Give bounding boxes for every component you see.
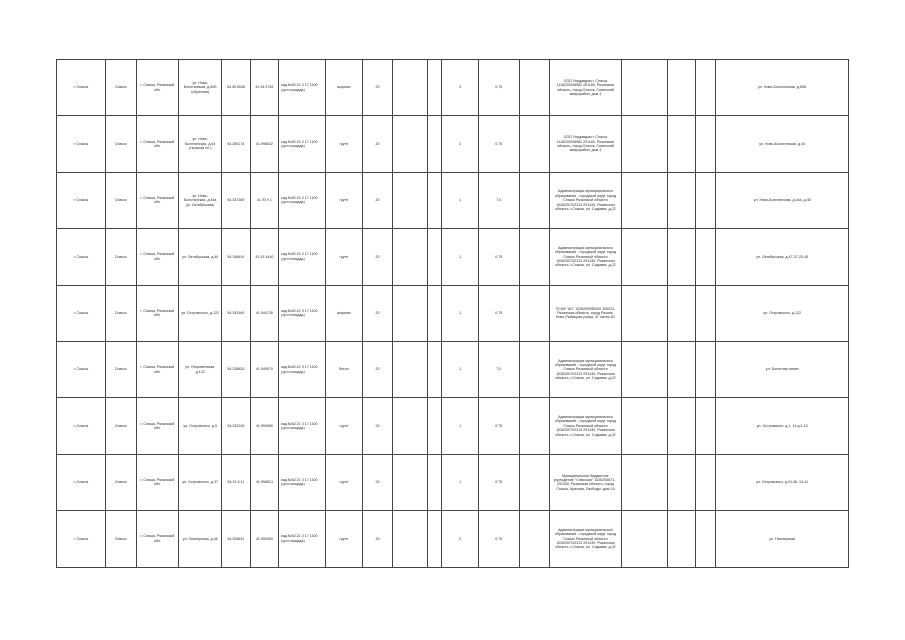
table-row bbox=[57, 511, 849, 567]
cell-empty bbox=[393, 172, 428, 228]
cell-city: г. Спасск bbox=[57, 398, 106, 454]
cell-city: г. Спасск bbox=[57, 172, 106, 228]
cell-container-count: 1 bbox=[442, 454, 479, 510]
table-row bbox=[57, 229, 849, 285]
cell-owner: ООО Упрдавдом г. Спасск 1116220008982 291160, Рязанская область, город Спасск, Советский микрорайон, дом 3 bbox=[550, 116, 621, 172]
cell-empty bbox=[519, 454, 550, 510]
cell-address-area: г. Спасск, Рязанской обл. bbox=[136, 398, 179, 454]
cell-settlement: Спасск bbox=[105, 229, 136, 285]
cell-waste-source: ул. Ново-Болотинская, д.44а, д.45 bbox=[716, 172, 849, 228]
cell-empty bbox=[519, 60, 550, 116]
cell-empty bbox=[427, 172, 441, 228]
cell-container-count: 1 bbox=[442, 229, 479, 285]
cell-empty bbox=[695, 454, 715, 510]
cell-area: 20 bbox=[362, 285, 393, 341]
cell-city: г. Спасск bbox=[57, 511, 106, 567]
cell-surface: грунт bbox=[326, 229, 363, 285]
cell-empty bbox=[668, 511, 696, 567]
table-row bbox=[57, 285, 849, 341]
container-sites-table bbox=[56, 59, 849, 568]
cell-empty bbox=[393, 454, 428, 510]
cell-area: 20 bbox=[362, 341, 393, 397]
cell-empty bbox=[668, 285, 696, 341]
cell-empty bbox=[668, 454, 696, 510]
cell-street: ул. Пионерская, д.48 bbox=[179, 511, 222, 567]
cell-waste-source: ул. Островского, д.1, 14 д.3-15 bbox=[716, 398, 849, 454]
cell-empty bbox=[393, 60, 428, 116]
cell-longitude: 41.998542 bbox=[250, 116, 279, 172]
cell-empty bbox=[695, 285, 715, 341]
cell-street: ул. Ново-Болотинская, д.60Б (обратная) bbox=[179, 60, 222, 116]
cell-empty bbox=[393, 341, 428, 397]
cell-volume: 0,75 bbox=[478, 398, 519, 454]
cell-cadastral: кад.№62:21 0 17 1100 (орт.площадь) bbox=[279, 285, 326, 341]
cell-longitude: 41.93 4440 bbox=[250, 229, 279, 285]
table-row bbox=[57, 398, 849, 454]
cell-settlement: Спасск bbox=[105, 511, 136, 567]
cell-address-area: г. Спасск, Рязанской обл. bbox=[136, 229, 179, 285]
cell-cadastral: кад.№62:21 0 17 1100 (орт.площадь) bbox=[279, 172, 326, 228]
cell-area: 20 bbox=[362, 229, 393, 285]
cell-volume: 0,75 bbox=[478, 60, 519, 116]
cell-settlement: Спасск bbox=[105, 172, 136, 228]
cell-empty bbox=[668, 229, 696, 285]
cell-cadastral: кад.№62:21 0 17 1100 (орт.площадь) bbox=[279, 454, 326, 510]
cell-empty bbox=[519, 172, 550, 228]
cell-latitude: 54.338820 bbox=[222, 341, 251, 397]
cell-empty bbox=[519, 116, 550, 172]
cell-empty bbox=[695, 229, 715, 285]
cell-empty bbox=[621, 172, 668, 228]
cell-address-area: г. Спасск, Рязанской обл. bbox=[136, 454, 179, 510]
cell-city: г. Спасск bbox=[57, 341, 106, 397]
cell-surface: грунт bbox=[326, 511, 363, 567]
cell-empty bbox=[393, 229, 428, 285]
cell-longitude: 41.949970 bbox=[250, 341, 279, 397]
cell-longitude: 41.944730 bbox=[250, 285, 279, 341]
cell-empty bbox=[621, 454, 668, 510]
cell-empty bbox=[621, 116, 668, 172]
cell-settlement: Спасск bbox=[105, 285, 136, 341]
cell-longitude: 41.950360 bbox=[250, 511, 279, 567]
cell-address-area: г. Спасск, Рязанской обл. bbox=[136, 172, 179, 228]
cell-empty bbox=[393, 116, 428, 172]
cell-owner: Администрация муниципального образования - городской округ город Спасск Рязанской области 1026200702313 291430, Рязанская область, г.Спасск, ул. Садовая, д.22 bbox=[550, 398, 621, 454]
cell-settlement: Спасск bbox=[105, 341, 136, 397]
table-row bbox=[57, 116, 849, 172]
cell-empty bbox=[519, 398, 550, 454]
cell-empty bbox=[427, 60, 441, 116]
cell-latitude: 54.355174 bbox=[222, 116, 251, 172]
cell-cadastral: кад.№62:21 0 17 1100 (орт.площадь) bbox=[279, 341, 326, 397]
cell-street: ул. Островского, д.122 bbox=[179, 285, 222, 341]
cell-empty bbox=[668, 341, 696, 397]
cell-owner: ПСКФ "АО" 1026200955290 390023, Рязанская область, город Рязань, Ново-Рыбацкая улица, 47 литер А1 bbox=[550, 285, 621, 341]
cell-empty bbox=[519, 229, 550, 285]
cell-area: 20 bbox=[362, 172, 393, 228]
cell-volume: 0,75 bbox=[478, 116, 519, 172]
cell-volume: 0,75 bbox=[478, 229, 519, 285]
table-row bbox=[57, 60, 849, 116]
cell-owner: ООО Упрдавдом г. Спасск 1116220008982 291160, Рязанская область, город Спасск, Советский микрорайон, дом 3 bbox=[550, 60, 621, 116]
cell-empty bbox=[393, 398, 428, 454]
cell-volume: 0,75 bbox=[478, 454, 519, 510]
cell-empty bbox=[427, 511, 441, 567]
cell-container-count: 1 bbox=[442, 341, 479, 397]
cell-street: ул. Ново-Болотинская, д.44а (уг. Октябрьская) bbox=[179, 172, 222, 228]
cell-longitude: 41.950980 bbox=[250, 398, 279, 454]
cell-empty bbox=[427, 398, 441, 454]
cell-empty bbox=[621, 229, 668, 285]
cell-area: 20 bbox=[362, 511, 393, 567]
cell-empty bbox=[427, 116, 441, 172]
cell-latitude: 54.333245 bbox=[222, 398, 251, 454]
cell-empty bbox=[427, 341, 441, 397]
cell-address-area: г. Спасск, Рязанской обл. bbox=[136, 341, 179, 397]
cell-empty bbox=[695, 511, 715, 567]
cell-waste-source: ул. Ново-Болотинская, д.60Б bbox=[716, 60, 849, 116]
cell-surface: грунт bbox=[326, 398, 363, 454]
cell-latitude: 54.326631 bbox=[222, 511, 251, 567]
cell-container-count: 2 bbox=[442, 511, 479, 567]
cell-empty bbox=[519, 285, 550, 341]
cell-city: г. Спасск bbox=[57, 60, 106, 116]
cell-longitude: 41.958613 bbox=[250, 454, 279, 510]
cell-empty bbox=[695, 116, 715, 172]
cell-volume: 0,75 bbox=[478, 511, 519, 567]
cell-empty bbox=[668, 60, 696, 116]
cell-street: ул. Октябрьская, д.40 bbox=[179, 229, 222, 285]
cell-settlement: Спасск bbox=[105, 60, 136, 116]
cell-container-count: 1 bbox=[442, 172, 479, 228]
cell-cadastral: кад.№62:21 0 17 1100 (орт.площадь) bbox=[279, 398, 326, 454]
cell-empty bbox=[621, 511, 668, 567]
cell-settlement: Спасск bbox=[105, 398, 136, 454]
cell-owner: Муниципальное бюджетное учреждение "Спасская" 1026200871... 291430, Рязанская область, город Спасск, Красная, Свободы, дом 19 bbox=[550, 454, 621, 510]
cell-empty bbox=[519, 341, 550, 397]
table-row bbox=[57, 341, 849, 397]
cell-empty bbox=[519, 511, 550, 567]
cell-owner: Администрация муниципального образования - городской округ город Спасск Рязанской области 1026200702313 291430, Рязанская область, г.Спасск, ул. Садовая, д.22 bbox=[550, 511, 621, 567]
cell-area: 20 bbox=[362, 398, 393, 454]
cell-area: 20 bbox=[362, 60, 393, 116]
cell-container-count: 2 bbox=[442, 116, 479, 172]
cell-city: г. Спасск bbox=[57, 229, 106, 285]
cell-surface: бетон bbox=[326, 341, 363, 397]
cell-waste-source: ул. Островского, д.122 bbox=[716, 285, 849, 341]
cell-container-count: 1 bbox=[442, 398, 479, 454]
cell-surface: асфальт bbox=[326, 285, 363, 341]
cell-latitude: 54.31 6 11 bbox=[222, 454, 251, 510]
cell-owner: Администрация муниципального образования - городской округ город Спасск Рязанской области 1026200702313 291430, Рязанская область, г.Спасск, ул. Садовая, д.22 bbox=[550, 229, 621, 285]
cell-empty bbox=[695, 341, 715, 397]
cell-longitude: 41.93 9 1 bbox=[250, 172, 279, 228]
table-row bbox=[57, 172, 849, 228]
cell-empty bbox=[695, 60, 715, 116]
cell-empty bbox=[393, 511, 428, 567]
cell-empty bbox=[695, 398, 715, 454]
cell-waste-source: ул. Болотная линия bbox=[716, 341, 849, 397]
cell-container-count: 1 bbox=[442, 285, 479, 341]
cell-address-area: г. Спасск, Рязанской обл. bbox=[136, 511, 179, 567]
cell-empty bbox=[668, 398, 696, 454]
cell-waste-source: ул. Ново-Болотинская, д.44 bbox=[716, 116, 849, 172]
cell-street: ул. Откровенская, д.122 bbox=[179, 341, 222, 397]
cell-address-area: г. Спасск, Рязанской обл. bbox=[136, 60, 179, 116]
cell-empty bbox=[427, 285, 441, 341]
cell-city: г. Спасск bbox=[57, 116, 106, 172]
cell-latitude: 54.348619 bbox=[222, 229, 251, 285]
cell-latitude: 54.347269 bbox=[222, 172, 251, 228]
cell-area: 20 bbox=[362, 454, 393, 510]
cell-area: 20 bbox=[362, 116, 393, 172]
cell-longitude: 41.94 0745 bbox=[250, 60, 279, 116]
cell-surface: грунт bbox=[326, 116, 363, 172]
cell-container-count: 3 bbox=[442, 60, 479, 116]
cell-empty bbox=[621, 341, 668, 397]
cell-empty bbox=[621, 60, 668, 116]
cell-empty bbox=[393, 285, 428, 341]
cell-waste-source: ул. Пионерская bbox=[716, 511, 849, 567]
cell-waste-source: ул. Октябрьская, д.47-37-20-45 bbox=[716, 229, 849, 285]
cell-surface: грунт bbox=[326, 172, 363, 228]
cell-surface: грунт bbox=[326, 454, 363, 510]
cell-address-area: г. Спасск, Рязанской обл. bbox=[136, 116, 179, 172]
cell-empty bbox=[427, 229, 441, 285]
cell-owner: Администрация муниципального образования - городской округ город Спасск Рязанской области 1026200702313 291430, Рязанская область, г.Спасск, ул. Садовая, д.22 bbox=[550, 341, 621, 397]
cell-city: г. Спасск bbox=[57, 454, 106, 510]
cell-city: г. Спасск bbox=[57, 285, 106, 341]
cell-street: ул. Островского, д.5 bbox=[179, 398, 222, 454]
cell-volume: 0,75 bbox=[478, 285, 519, 341]
cell-latitude: 54.343940 bbox=[222, 285, 251, 341]
table-row bbox=[57, 454, 849, 510]
cell-cadastral: кад.№62:21 0 17 1100 (орт.площадь) bbox=[279, 229, 326, 285]
cell-waste-source: ул. Островского, д.24-46, 13-41 bbox=[716, 454, 849, 510]
cell-street: ул. Ново-Болотинская, д.44 (тыльная пл.) bbox=[179, 116, 222, 172]
cell-owner: Администрация муниципального образования - городской округ город Спасск Рязанской области 1026200702313 291430, Рязанская область, г.Спасск, ул. Садовая, д.22 bbox=[550, 172, 621, 228]
cell-empty bbox=[621, 398, 668, 454]
cell-empty bbox=[621, 285, 668, 341]
cell-cadastral: кад.№62:21 0 17 1100 (орт.площадь) bbox=[279, 60, 326, 116]
cell-empty bbox=[668, 172, 696, 228]
cell-street: ул. Островского, д.37 bbox=[179, 454, 222, 510]
cell-volume: 7,0 bbox=[478, 172, 519, 228]
cell-empty bbox=[427, 454, 441, 510]
cell-settlement: Спасск bbox=[105, 454, 136, 510]
cell-address-area: г. Спасск, Рязанской обл. bbox=[136, 285, 179, 341]
cell-cadastral: кад.№62:21 0 17 1100 (орт.площадь) bbox=[279, 511, 326, 567]
cell-empty bbox=[695, 172, 715, 228]
cell-surface: асфальт bbox=[326, 60, 363, 116]
cell-latitude: 54.35 6038 bbox=[222, 60, 251, 116]
cell-volume: 7,0 bbox=[478, 341, 519, 397]
cell-empty bbox=[668, 116, 696, 172]
cell-cadastral: кад.№62:21 0 17 1100 (орт.площадь) bbox=[279, 116, 326, 172]
cell-settlement: Спасск bbox=[105, 116, 136, 172]
